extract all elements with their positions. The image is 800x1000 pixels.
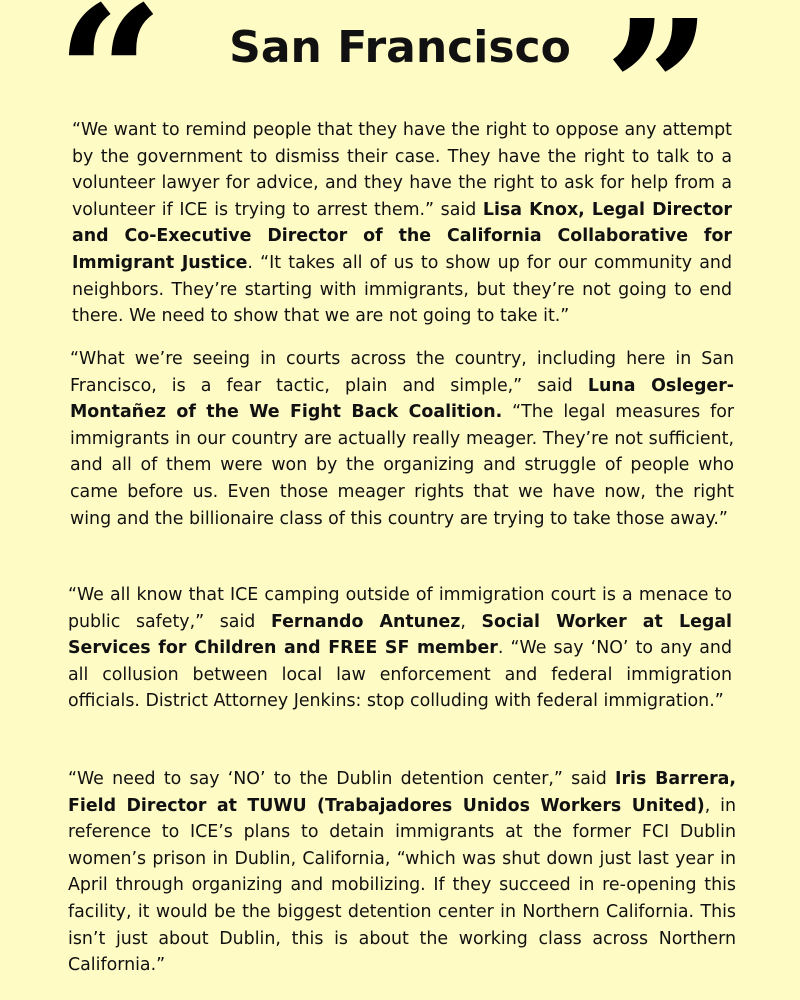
quote-paragraph-1 bbox=[72, 117, 732, 330]
quote-lead: “We want to remind people that they have the right to oppose any attempt by the government to dismiss their case. They have the right to talk to a volunteer lawyer for advice, and they have the right to ask for help from a volunteer if ICE is trying to arrest them.” said bbox=[72, 120, 732, 220]
quote-lead: “What we’re seeing in courts across the country, including here in San Francisco, is a fear tactic, plain and simple,” said bbox=[70, 349, 734, 396]
quote-text: in reference to ICE’s plans to detain immigrants at the former FCI Dublin women’s prison in Dublin, California, “which was shut down just last year in April through organizing and mobilizing. If they succeed in re-opening this facility, it would be the biggest detention center in Northern California. This isn’t just about Dublin, this is about the working class across Northern California.” bbox=[68, 795, 736, 976]
quote-separator: . bbox=[497, 638, 511, 659]
open-quote-icon: “ bbox=[56, 0, 159, 186]
quote-lead: “We all know that ICE camping outside of immigration court is a menace to public safety,” said bbox=[68, 585, 732, 632]
quote-paragraph-4 bbox=[68, 766, 736, 979]
quote-text: “We say ‘NO’ to any and all collusion between local law enforcement and federal immigration officials. District Attorney Jenkins: stop colluding with federal immigration.” bbox=[68, 638, 732, 712]
speaker-name: Iris Barrera, Field Director at TUWU (Trabajadores Unidos Workers United) bbox=[68, 769, 736, 816]
quote-separator bbox=[502, 402, 512, 422]
close-quote-icon: ” bbox=[604, 0, 707, 200]
quote-paragraph-2 bbox=[70, 346, 734, 532]
speaker-name: Fernando Antunez bbox=[270, 611, 461, 632]
quote-text: “It takes all of us to show up for our community and neighbors. They’re starting with immigrants, but they’re not going to end there. We need to show that we are not going to take it.” bbox=[72, 252, 732, 327]
speaker-name: Lisa Knox, Legal Director and Co-Executive Director of the California Collaborative for Immigrant Justice bbox=[72, 199, 732, 273]
quote-separator: . bbox=[247, 252, 261, 273]
quote-paragraph-3 bbox=[68, 582, 732, 715]
quote-separator: , bbox=[704, 795, 721, 816]
quote-text: “The legal measures for immigrants in our country are actually really meager. They’re not sufficient, and all of them were won by the organizing and struggle of people who came before us. Even those meager rights that we have now, the right wing and the billionaire class of this country are trying to take those away.” bbox=[70, 402, 734, 529]
speaker-separator: , bbox=[460, 611, 482, 632]
speaker-role: Social Worker at Legal Services for Children and FREE SF member bbox=[68, 611, 733, 659]
quote-lead: “We need to say ‘NO’ to the Dublin detention center,” said bbox=[68, 769, 615, 789]
speaker-name: Luna Osleger-Montañez of the We Fight Back Coalition. bbox=[70, 375, 735, 423]
page-title: San Francisco bbox=[229, 22, 571, 73]
